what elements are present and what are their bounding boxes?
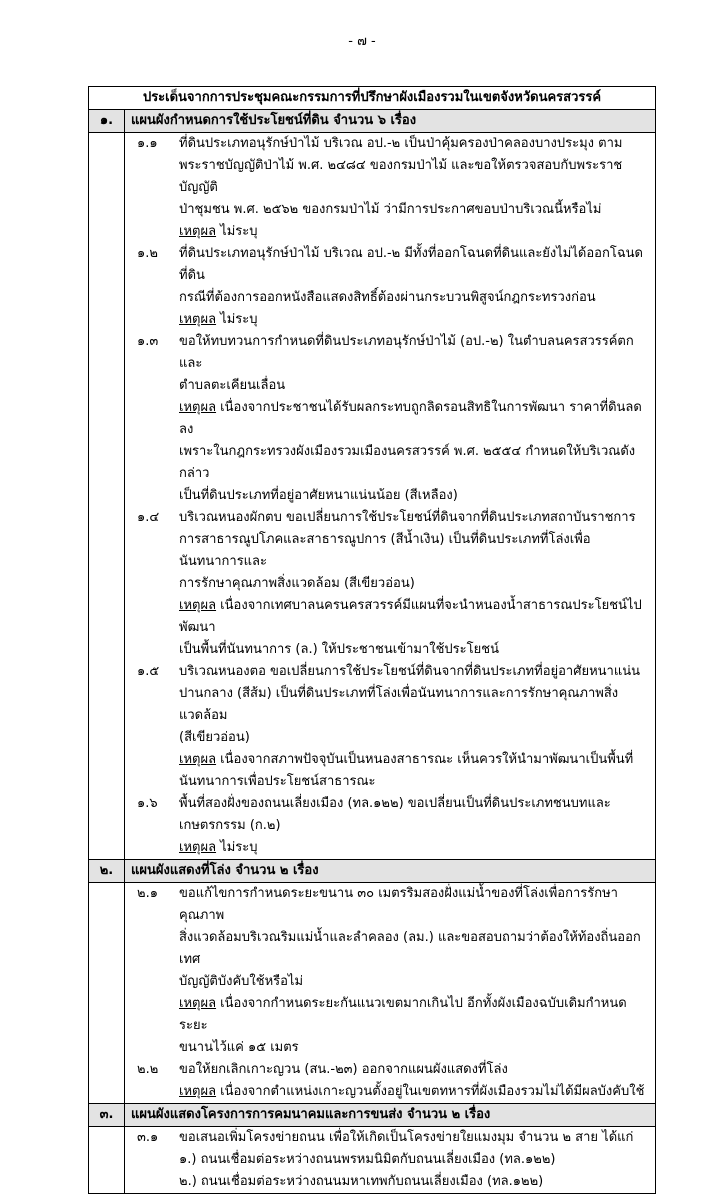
section-number-cell [89, 1127, 125, 1194]
item-body [179, 661, 655, 793]
section-title: แผนผังกำหนดการใช้ประโยชน์ที่ดิน จำนวน ๖ เรื่อง [125, 110, 656, 133]
section-header-row [89, 860, 656, 883]
item-number: ๑.๕ [137, 664, 160, 679]
reason-line: เป็นพื้นที่นันทนาการ (ล.) ให้ประชาชนเข้ามาใช้ประโยชน์ [179, 642, 499, 657]
item-text-line: ที่ดินประเภทอนุรักษ์ป่าไม้ บริเวณ อป.-๒ เป็นป่าคุ้มครองป่าคลองบางประมุง ตาม [179, 136, 623, 151]
section-content-row [89, 883, 656, 1104]
section-number-cell [89, 883, 125, 1104]
item-text-line: ๒.) ถนนเชื่อมต่อระหว่างถนนมหาเทพกับถนนเลี่ยงเมือง (ทล.๑๒๒) [179, 1174, 544, 1189]
item-body [179, 793, 655, 859]
item-text-line: พระราชบัญญัติป่าไม้ พ.ศ. ๒๔๘๔ ของกรมป่าไม้ และขอให้ตรวจสอบกับพระราชบัญญัติ [179, 158, 623, 195]
item-number: ๑.๒ [137, 246, 158, 261]
reason-line: ขนานไว้แค่ ๑๕ เมตร [179, 1040, 299, 1055]
section-content-row [89, 133, 656, 860]
item-text-line: ป่าชุมชน พ.ศ. ๒๕๖๒ ของกรมป่าไม้ ว่ามีการประกาศขอบป่าบริเวณนี้หรือไม่ [179, 202, 602, 217]
reason-text: ไม่ระบุ [216, 312, 258, 327]
reason-label: เหตุผล [179, 1084, 217, 1099]
item-text-line: ที่ดินประเภทอนุรักษ์ป่าไม้ บริเวณ อป.-๒ มีทั้งที่ออกโฉนดที่ดินและยังไม่ได้ออกโฉนดที่ดิน [179, 246, 644, 283]
reason-text: เนื่องจากเทศบาลนครนครสวรรค์มีแผนที่จะนำหนองน้ำสาธารณประโยชน์ไปพัฒนา [179, 598, 642, 635]
list-item [125, 883, 655, 1059]
list-item [125, 793, 655, 859]
item-number: ๑.๑ [137, 136, 158, 151]
list-item [125, 133, 655, 243]
item-number: ๒.๒ [137, 1062, 159, 1077]
reason-line: เป็นที่ดินประเภทที่อยู่อาศัยหนาแน่นน้อย (สีเหลือง) [179, 488, 458, 503]
section-content-cell [125, 883, 656, 1104]
section-content-row [89, 1127, 656, 1194]
item-number: ๓.๑ [137, 1130, 159, 1145]
section-title: แผนผังแสดงที่โล่ง จำนวน ๒ เรื่อง [125, 860, 656, 883]
item-body [179, 243, 655, 331]
item-text-line: ๑.) ถนนเชื่อมต่อระหว่างถนนพรหมนิมิตกับถนนเลี่ยงเมือง (ทล.๑๒๒) [179, 1152, 556, 1167]
item-text-line: สิ่งแวดล้อมบริเวณริมแม่น้ำและลำคลอง (ลม.) และขอสอบถามว่าต้องให้ท้องถิ่นออกเทศ [179, 930, 641, 967]
section-header-row [89, 1104, 656, 1127]
item-text-line: ตำบลตะเคียนเลื่อน [179, 378, 286, 393]
list-item [125, 243, 655, 331]
reason-line [179, 309, 649, 331]
item-text-line: ขอแก้ไขการกำหนดระยะขนาน ๓๐ เมตรริมสองฝั่งแม่น้ำของที่โล่งเพื่อการรักษาคุณภาพ [179, 886, 618, 923]
reason-line [179, 993, 649, 1037]
item-text-line: (สีเขียวอ่อน) [179, 730, 250, 745]
list-item [125, 507, 655, 661]
item-text-line: ขอให้ยกเลิกเกาะญวน (สน.-๒๓) ออกจากแผนผังแสดงที่โล่ง [179, 1062, 508, 1077]
item-text-line: การรักษาคุณภาพสิ่งแวดล้อม (สีเขียวอ่อน) [179, 576, 415, 591]
item-text-line: ขอให้ทบทวนการกำหนดที่ดินประเภทอนุรักษ์ป่าไม้ (อป.-๒) ในตำบลนครสวรรค์ตก และ [179, 334, 634, 371]
list-item [125, 1059, 655, 1103]
reason-line: เพราะในกฎกระทรวงผังเมืองรวมเมืองนครสวรรค์ พ.ศ. ๒๕๕๔ กำหนดให้บริเวณดังกล่าว [179, 444, 636, 481]
item-text-line: ปานกลาง (สีส้ม) เป็นที่ดินประเภทที่โล่งเพื่อนันทนาการและการรักษาคุณภาพสิ่งแวดล้อม [179, 686, 619, 723]
page-number: - ๗ - [348, 34, 376, 49]
item-text-line: กรณีที่ต้องการออกหนังสือแสดงสิทธิ์ต้องผ่านกระบวนพิสูจน์กฎกระทรวงก่อน [179, 290, 596, 305]
reason-text: เนื่องจากประชาชนได้รับผลกระทบถูกลิดรอนสิทธิในการพัฒนา ราคาที่ดินลดลง [179, 400, 642, 437]
reason-text: เนื่องจากสภาพปัจจุบันเป็นหนองสาธารณะ เห็นควรให้นำมาพัฒนาเป็นพื้นที่ [216, 752, 634, 767]
item-body [179, 133, 655, 243]
item-body [179, 507, 655, 661]
item-text-line: บัญญัติบังคับใช้หรือไม่ [179, 974, 304, 989]
reason-line [179, 1081, 649, 1103]
section-title: แผนผังแสดงโครงการการคมนาคมและการขนส่ง จำนวน ๒ เรื่อง [125, 1104, 656, 1127]
reason-label: เหตุผล [179, 840, 217, 855]
section-number-cell [89, 133, 125, 860]
reason-text: เนื่องจากกำหนดระยะกันแนวเขตมากเกินไป อีกทั้งผังเมืองฉบับเดิมกำหนดระยะ [179, 996, 627, 1033]
reason-text: เนื่องจากตำแหน่งเกาะญวนตั้งอยู่ในเขตทหารที่ผังเมืองรวมไม่ได้มีผลบังคับใช้ [216, 1084, 645, 1099]
item-number: ๑.๖ [137, 796, 158, 811]
item-text-line: ขอเสนอเพิ่มโครงข่ายถนน เพื่อให้เกิดเป็นโครงข่ายใยแมงมุม จำนวน ๒ สาย ได้แก่ [179, 1130, 634, 1145]
reason-text: ไม่ระบุ [216, 840, 258, 855]
item-text-line: บริเวณหนองตอ ขอเปลี่ยนการใช้ประโยชน์ที่ดินจากที่ดินประเภทที่อยู่อาศัยหนาแน่น [179, 664, 641, 679]
reason-label: เหตุผล [179, 312, 217, 327]
section-number: ๓. [89, 1104, 125, 1127]
section-header-row [89, 110, 656, 133]
section-number: ๒. [89, 860, 125, 883]
reason-label: เหตุผล [179, 598, 217, 613]
list-item [125, 661, 655, 793]
reason-label: เหตุผล [179, 224, 217, 239]
item-body [179, 1059, 655, 1103]
item-text-line: บริเวณหนองผักตบ ขอเปลี่ยนการใช้ประโยชน์ที่ดินจากที่ดินประเภทสถาบันราชการ [179, 510, 636, 525]
item-body [179, 331, 655, 507]
reason-text: ไม่ระบุ [216, 224, 258, 239]
reason-label: เหตุผล [179, 752, 217, 767]
item-number: ๒.๑ [137, 886, 158, 901]
table-header: ประเด็นจากการประชุมคณะกรรมการที่ปรึกษาผังเมืองรวมในเขตจังหวัดนครสวรรค์ [89, 87, 656, 110]
item-text-line: พื้นที่สองฝั่งของถนนเลี่ยงเมือง (ทล.๑๒๒) ขอเปลี่ยนเป็นที่ดินประเภทชนบทและ [179, 796, 611, 811]
item-number: ๑.๓ [137, 334, 159, 349]
reason-line [179, 397, 649, 441]
reason-line [179, 221, 649, 243]
reason-line: นันทนาการเพื่อประโยชน์สาธารณะ [179, 774, 376, 789]
reason-line [179, 749, 649, 771]
item-number: ๑.๔ [137, 510, 160, 525]
reason-label: เหตุผล [179, 996, 217, 1011]
table-header-row [89, 87, 656, 110]
issues-table [88, 86, 656, 1194]
reason-label: เหตุผล [179, 400, 217, 415]
list-item [125, 331, 655, 507]
reason-line [179, 595, 649, 639]
item-text-line: เกษตรกรรม (ก.๒) [179, 818, 281, 833]
item-body [179, 1127, 655, 1193]
list-item [125, 1127, 655, 1193]
reason-line [179, 837, 649, 859]
section-content-cell [125, 1127, 656, 1194]
section-number: ๑. [89, 110, 125, 133]
section-content-cell [125, 133, 656, 860]
item-body [179, 883, 655, 1059]
item-text-line: การสาธารณูปโภคและสาธารณูปการ (สีน้ำเงิน) เป็นที่ดินประเภทที่โล่งเพื่อนันทนาการและ [179, 532, 591, 569]
